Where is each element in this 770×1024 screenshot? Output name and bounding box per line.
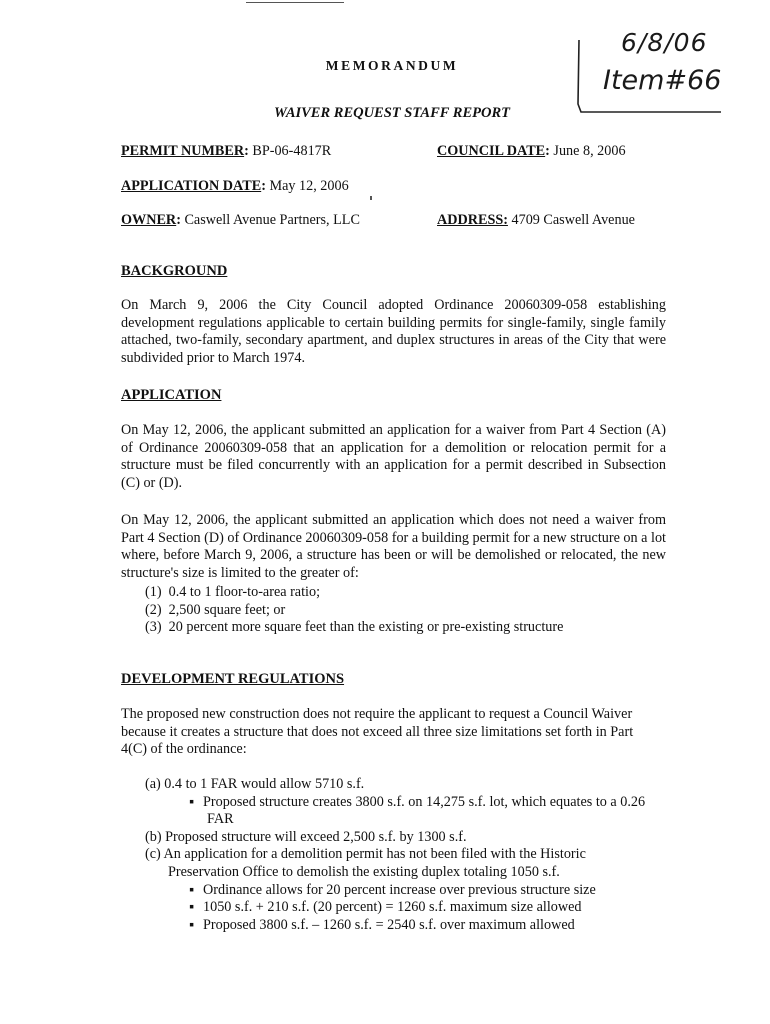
memo-title: MEMORANDUM (325, 58, 459, 73)
development-item-b: (b) Proposed structure will exceed 2,500 s.f. by 1300 s.f. (145, 828, 467, 845)
application-date-row: APPLICATION DATE: May 12, 2006 (121, 178, 349, 194)
size-limit-list (145, 584, 665, 637)
top-rule (246, 2, 344, 3)
development-list (145, 776, 705, 934)
development-bullet (145, 882, 705, 900)
bullet-icon: ▪ (189, 916, 195, 933)
address-row (437, 212, 635, 230)
bullet-icon: ▪ (189, 793, 195, 810)
council-date-row: COUNCIL DATE: June 8, 2006 (437, 143, 626, 159)
scan-mark (370, 196, 372, 200)
application-date-value: May 12, 2006 (269, 178, 349, 194)
development-bullet-text: Proposed 3800 s.f. – 1260 s.f. = 2540 s.f. over maximum allowed (203, 916, 575, 933)
application-paragraph-1: On May 12, 2006, the applicant submitted an application for a waiver from Part 4 Section (A) of Ordinance 20060309-058 that an application for a demolition or relocation permit for a structure must be filed concurrently with an application for a permit described in Subsection (C) or (D). (121, 422, 666, 491)
bullet-icon: ▪ (189, 899, 195, 916)
development-heading: DEVELOPMENT REGULATIONS (121, 671, 345, 687)
development-bullet (145, 899, 705, 917)
council-date-value: June 8, 2006 (553, 143, 626, 159)
development-bullet-text: Ordinance allows for 20 percent increase over previous structure size (203, 881, 596, 898)
development-bullet (145, 917, 705, 935)
development-paragraph: The proposed new construction does not require the applicant to request a Council Waiver because it creates a structure that does not exceed all three size limitations set forth in Part 4(C) of the ordinance: (121, 706, 634, 758)
permit-number-label: PERMIT NUMBER (121, 143, 245, 159)
size-limit-item: (2) 2,500 square feet; or (145, 601, 286, 618)
size-limit-item: (1) 0.4 to 1 floor-to-area ratio; (145, 584, 321, 600)
owner-label: OWNER (121, 212, 177, 228)
permit-number-row: PERMIT NUMBER: BP-06-4817R (121, 143, 332, 159)
application-paragraph-2: On May 12, 2006, the applicant submitted an application which does not need a waiver from Part 4 Section (D) of Ordinance 20060309-058 for a building permit for a new structure on a lot where, before March 9, 2006, a structure has been or will be demolished or relocated, the new structure's size is limited to the greater of: (121, 512, 666, 581)
report-title: WAIVER REQUEST STAFF REPORT (274, 105, 510, 121)
address-value: 4709 Caswell Avenue (511, 212, 635, 228)
size-limit-item: (3) 20 percent more square feet than the existing or pre-existing structure (145, 619, 564, 636)
application-heading: APPLICATION (121, 387, 222, 403)
background-heading: BACKGROUND (121, 263, 228, 279)
development-item-c: (c) An application for a demolition permit has not been filed with the Historic (145, 846, 586, 863)
development-bullet-text: 1050 s.f. + 210 s.f. (20 percent) = 1260 s.f. maximum size allowed (203, 899, 582, 916)
application-date-label: APPLICATION DATE (121, 178, 262, 194)
handwritten-date: 6/8/06 (621, 28, 708, 57)
development-bullet-continuation: FAR (207, 811, 234, 828)
background-paragraph: On March 9, 2006 the City Council adopted Ordinance 20060309-058 establishing development regulations applicable to certain building permits for single-family, single family attached, two-family, secondary apartment, and duplex structures in areas of the City that were subdivided prior to March 1974. (121, 297, 666, 366)
permit-number-value: BP-06-4817R (252, 143, 332, 159)
bullet-icon: ▪ (189, 881, 195, 898)
development-item-a: (a) 0.4 to 1 FAR would allow 5710 s.f. (145, 776, 365, 792)
owner-row: OWNER: Caswell Avenue Partners, LLC (121, 212, 360, 228)
development-bullet (145, 794, 705, 812)
address-label: ADDRESS: (437, 212, 508, 228)
owner-value: Caswell Avenue Partners, LLC (184, 212, 360, 228)
handwritten-item: Item#66 (603, 65, 722, 96)
development-bullet-text: Proposed structure creates 3800 s.f. on 14,275 s.f. lot, which equates to a 0.26 (203, 793, 646, 810)
development-item-c-continuation: Preservation Office to demolish the existing duplex totaling 1050 s.f. (168, 863, 560, 880)
council-date-label: COUNCIL DATE (437, 143, 546, 159)
